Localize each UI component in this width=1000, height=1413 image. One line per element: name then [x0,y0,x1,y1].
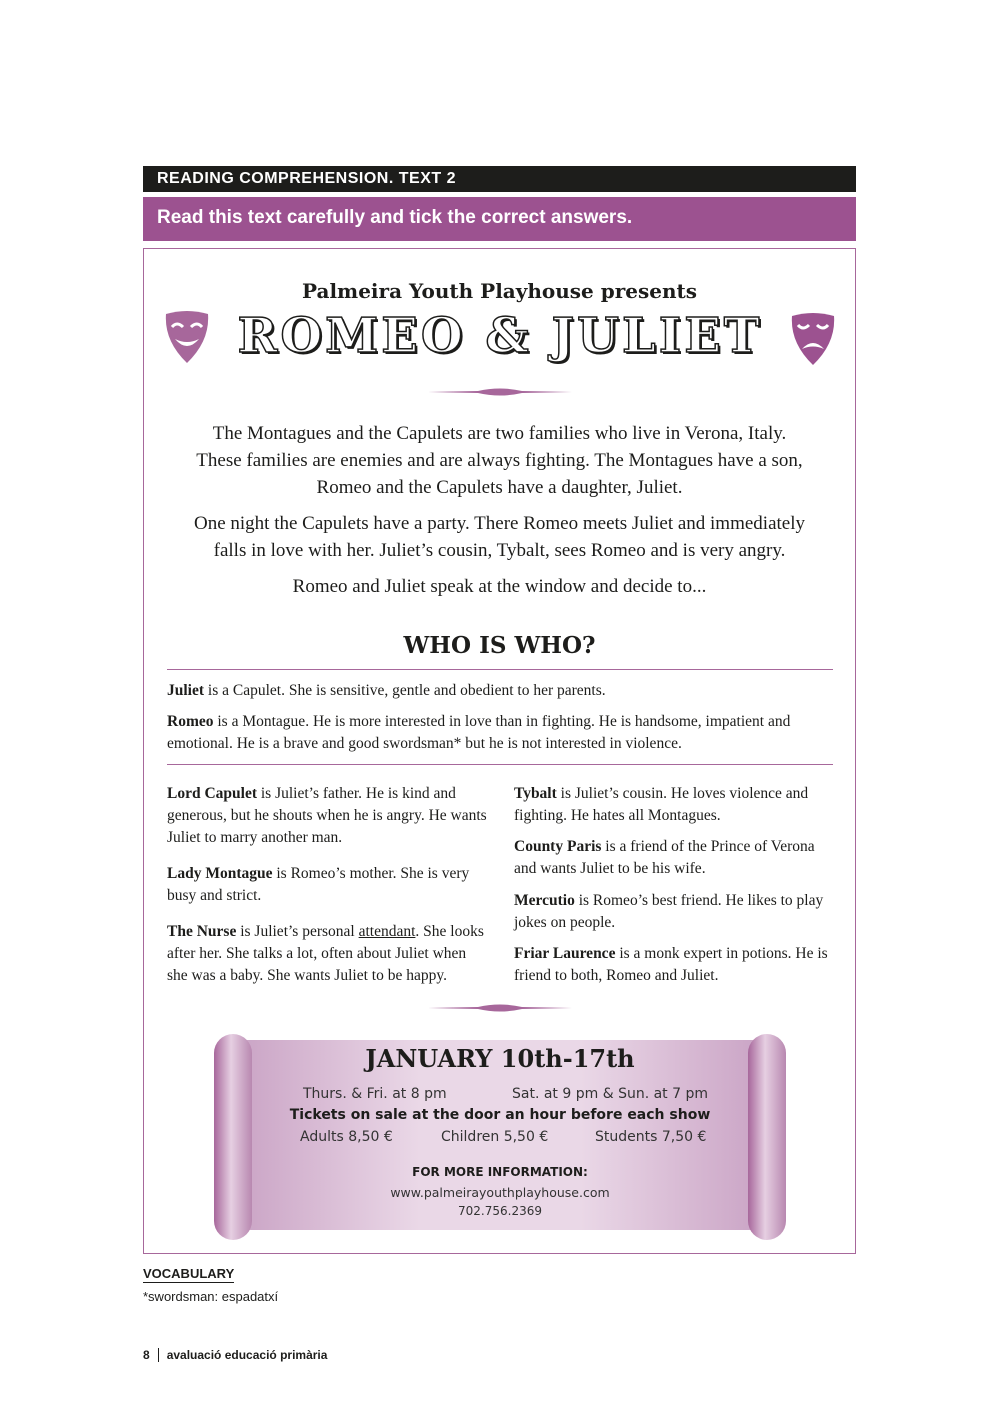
character-county-paris [514,836,834,880]
character-romeo [167,711,833,755]
showtimes-weekend: Sat. at 9 pm & Sun. at 7 pm [512,1086,709,1102]
website-link[interactable]: www.palmeirayouthplayhouse.com [390,1185,610,1200]
divider-rule [167,669,833,670]
tragedy-mask-icon [789,311,837,367]
play-title: ROMEO & JULIET [237,308,763,364]
character-name: County Paris [514,838,602,855]
character-name: Friar Laurence [514,945,616,962]
underlined-word: attendant [358,923,416,940]
character-name: Romeo [167,713,214,730]
synopsis-line: These families are enemies and are always fighting. The Montagues have a son, [196,450,803,471]
character-name: Lord Capulet [167,785,257,802]
character-name: Juliet [167,682,205,699]
price-students: Students 7,50 € [595,1129,707,1145]
character-description: is Juliet’s cousin. He loves violence and fighting. He hates all Montagues. [514,785,809,824]
character-name: Tybalt [514,785,557,802]
section-title: READING COMPREHENSION. TEXT 2 [157,170,456,187]
vocabulary-heading: VOCABULARY [143,1266,235,1281]
character-name: Lady Montague [167,865,273,882]
page-number: 8 [143,1348,159,1362]
character-juliet [167,680,833,702]
character-mercutio [514,890,834,934]
page-footer [143,1348,327,1362]
synopsis-line: Romeo and the Capulets have a daughter, Juliet. [316,477,683,498]
synopsis-line: The Montagues and the Capulets are two families who live in Verona, Italy. [212,423,787,444]
more-info-label: FOR MORE INFORMATION: [412,1165,588,1179]
divider-rule [167,764,833,765]
showtimes-weekday: Thurs. & Fri. at 8 pm [303,1086,447,1102]
character-description: is Juliet’s father. He is kind and generous, but he shouts when he is angry. He wants Juliet to marry another man. [167,785,487,846]
character-description: is a Montague. He is more interested in love than in fighting. He is handsome, impatient and emotional. He is a brave and good swordsman* but he is not interested in violence. [167,713,791,752]
character-friar-laurence [514,943,834,987]
comedy-mask-icon [163,309,211,365]
vocabulary-definition: : espadatxí [214,1289,279,1304]
instruction-text: Read this text carefully and tick the correct answers. [157,207,633,228]
tickets-note: Tickets on sale at the door an hour before each show [289,1107,711,1123]
instruction-bar [143,197,856,241]
synopsis-line: falls in love with her. Juliet’s cousin, Tybalt, sees Romeo and is very angry. [213,540,786,561]
character-description: is Romeo’s mother. She is very busy and strict. [167,865,470,904]
ornament-divider [428,386,572,398]
synopsis-line: Romeo and Juliet speak at the window and decide to... [292,576,707,597]
price-adults: Adults 8,50 € [300,1129,393,1145]
character-description: is Juliet’s personal [236,923,359,940]
character-description: is Romeo’s best friend. He likes to play jokes on people. [514,892,824,931]
ornament-divider [428,1002,572,1014]
publication-name: avaluació educació primària [166,1348,328,1362]
vocabulary-entry [143,1289,278,1304]
vocabulary-term: *swordsman [143,1289,215,1304]
price-children: Children 5,50 € [441,1129,549,1145]
character-name: Mercutio [514,892,575,909]
show-dates: JANUARY 10th-17th [365,1044,635,1073]
character-description: is a monk expert in potions. He is friend to both, Romeo and Juliet. [514,945,828,984]
character-tybalt [514,783,834,827]
character-name: The Nurse [167,923,237,940]
character-lord-capulet [167,783,487,849]
character-the-nurse [167,921,487,987]
section-title-bar [143,166,856,192]
synopsis-line: One night the Capulets have a party. There Romeo meets Juliet and immediately [194,513,805,534]
character-description: is a Capulet. She is sensitive, gentle and obedient to her parents. [204,682,606,699]
phone-number: 702.756.2369 [458,1204,542,1218]
character-description: is a friend of the Prince of Verona and wants Juliet to be his wife. [514,838,815,877]
character-lady-montague [167,863,487,907]
who-is-who-heading: WHO IS WHO? [403,632,596,659]
poster-presents: Palmeira Youth Playhouse presents [301,279,698,303]
character-description: . She looks after her. She talks a lot, often about Juliet when she was a baby. She wants Juliet to be happy. [167,923,484,984]
